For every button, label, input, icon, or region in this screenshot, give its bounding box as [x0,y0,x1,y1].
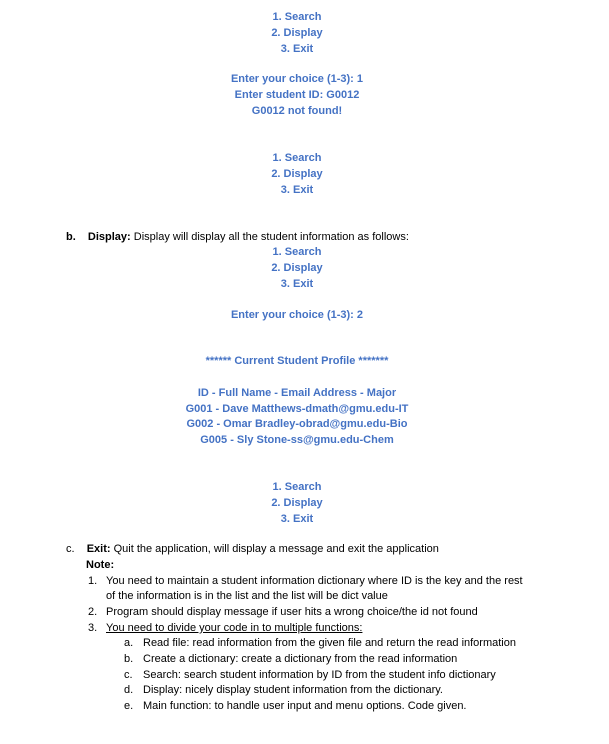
section-c-label: Exit: [86,543,111,555]
menu-item-search: 1. Search [272,152,322,164]
subitem-text: Create a dictionary: create a dictionary from the read information [143,653,458,665]
section-c-heading [66,542,439,556]
note-title: Note: [86,559,115,571]
menu-item-exit: 3. Exit [280,513,314,525]
note-item-text: of the information is in the list and the list will be dict value [106,590,388,602]
subitem-letter: a. [124,637,134,649]
menu-item-search: 1. Search [272,11,322,23]
subitem-letter: e. [124,700,134,712]
section-c-text: Quit the application, will display a message and exit the application [110,543,439,555]
menu-item-display: 2. Display [271,497,323,509]
subitem-text: Read file: read information from the given file and return the read information [143,637,516,649]
note-item-number: 1. [88,575,98,587]
subitem-letter: b. [124,653,134,665]
profile-title: ****** Current Student Profile ******* [205,355,389,367]
profile-row: G005 - Sly Stone-ss@gmu.edu-Chem [200,434,394,446]
section-b-text: Display will display all the student information as follows: [130,231,409,243]
section-b-marker: b. [66,231,76,243]
subitem-text: Main function: to handle user input and menu options. Code given. [143,700,467,712]
profile-row: G001 - Dave Matthews-dmath@gmu.edu-IT [185,403,409,415]
menu-item-exit: 3. Exit [280,184,314,196]
prompt-choice-line: Enter your choice (1-3): 2 [230,309,364,321]
menu-item-exit: 3. Exit [280,278,314,290]
menu-item-search: 1. Search [272,481,322,493]
menu-item-exit: 3. Exit [280,43,314,55]
note-item-text: Program should display message if user hits a wrong choice/the id not found [106,606,478,618]
note-item-text: You need to maintain a student information dictionary where ID is the key and the rest [106,575,523,587]
note-item-text: You need to divide your code in to multiple functions: [106,622,363,634]
section-b-heading [66,230,409,244]
section-c-marker: c. [66,543,75,555]
subitem-letter: d. [124,684,134,696]
profile-header: ID - Full Name - Email Address - Major [197,387,397,399]
menu-item-display: 2. Display [271,168,323,180]
menu-item-search: 1. Search [272,246,322,258]
subitem-text: Display: nicely display student information from the dictionary. [143,684,443,696]
not-found-message: G0012 not found! [251,105,343,117]
note-item-number: 2. [88,606,98,618]
prompt-choice-line: Enter your choice (1-3): 1 [230,73,364,85]
subitem-letter: c. [124,669,133,681]
prompt-student-id-line: Enter student ID: G0012 [234,89,360,101]
section-b-label: Display: [87,231,131,243]
menu-item-display: 2. Display [271,262,323,274]
subitem-text: Search: search student information by ID from the student info dictionary [143,669,496,681]
note-item-number: 3. [88,622,98,634]
menu-item-display: 2. Display [271,27,323,39]
profile-row: G002 - Omar Bradley-obrad@gmu.edu-Bio [186,418,408,430]
